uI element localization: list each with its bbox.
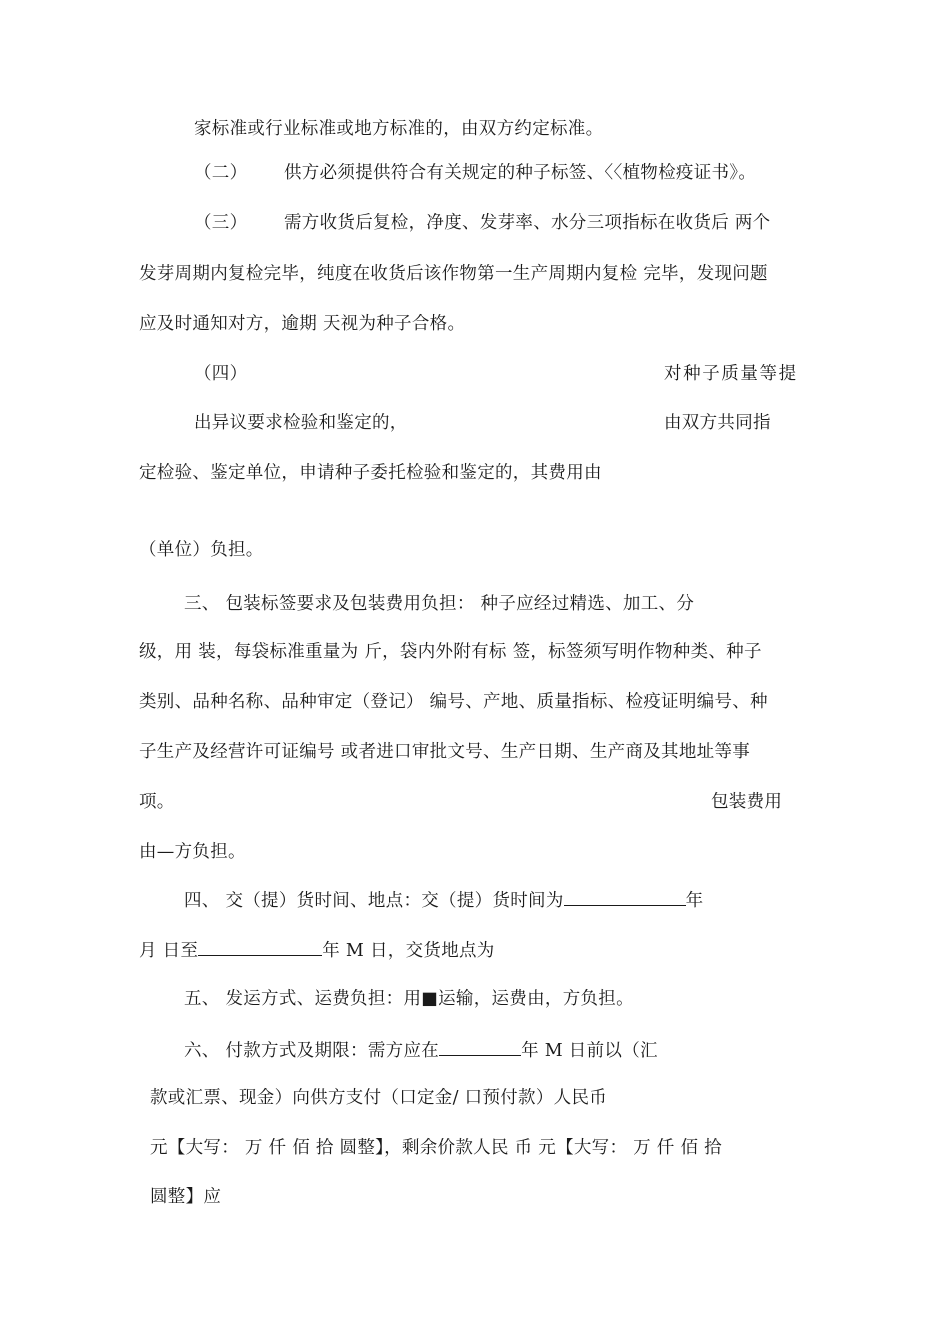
clause-number: （二）: [194, 163, 248, 183]
text-line: 级，用 装，每袋标准重量为 斤，袋内外附有标 签，标签须写明作物种类、种子: [139, 642, 762, 662]
text-line: 家标准或行业标准或地方标准的，由双方约定标准。: [194, 119, 604, 139]
clause-number: （三）: [194, 213, 248, 233]
text-segment: 月 日至: [139, 941, 199, 961]
text-line: 款或汇票、现金）向供方支付（口定金/ 口预付款）人民币: [150, 1088, 608, 1108]
blank-line: [439, 1039, 521, 1056]
text-segment: 四、 交（提）货时间、地点：交（提）货时间为: [184, 891, 564, 911]
blank-line: [564, 889, 686, 906]
text-line: 供方必须提供符合有关规定的种子标签、〈〈植物检疫证书》。: [284, 163, 757, 183]
text-segment: 六、 付款方式及期限：需方应在: [184, 1041, 440, 1061]
section-heading: 三、 包装标签要求及包装费用负担： 种子应经过精选、加工、分: [184, 594, 695, 614]
section-heading: [184, 889, 703, 912]
text-line: 对种子质量等提: [664, 364, 798, 384]
text-segment: 年 M 日，交货地点为: [322, 941, 495, 961]
text-line: 元【大写： 万 仟 佰 拾 圆整】，剩余价款人民 币 元【大写： 万 仟 佰 拾: [150, 1138, 722, 1158]
text-segment: 年 M 日前以（汇: [521, 1041, 658, 1061]
text-line: 应及时通知对方，逾期 天视为种子合格。: [139, 314, 466, 334]
text-line: 由双方共同指: [664, 413, 771, 433]
text-line: 圆整】应: [150, 1187, 222, 1207]
text-line: 类别、品种名称、品种审定（登记） 编号、产地、质量指标、检疫证明编号、种: [139, 692, 768, 712]
section-heading: [184, 1039, 658, 1062]
text-line: 定检验、鉴定单位，申请种子委托检验和鉴定的，其费用由: [139, 463, 602, 483]
text-line: 出异议要求检验和鉴定的，: [194, 413, 408, 433]
text-line: 包装费用: [711, 792, 783, 812]
text-line: 由—方负担。: [139, 842, 246, 862]
text-line: 发芽周期内复检完毕，纯度在收货后该作物第一生产周期内复检 完毕，发现问题: [139, 264, 768, 284]
text-line: 需方收货后复检，净度、发芽率、水分三项指标在收货后 两个: [284, 213, 771, 233]
clause-number: （四）: [194, 364, 248, 384]
section-heading: 五、 发运方式、运费负担：用■运输，运费由，方负担。: [184, 989, 634, 1009]
blank-line: [198, 939, 322, 956]
text-line: 子生产及经营许可证编号 或者进口审批文号、生产日期、生产商及其地址等事: [139, 742, 751, 762]
text-line: （单位）负担。: [139, 540, 264, 560]
text-segment: 年: [685, 891, 704, 911]
text-line: [139, 939, 495, 962]
text-line: 项。: [139, 792, 175, 812]
